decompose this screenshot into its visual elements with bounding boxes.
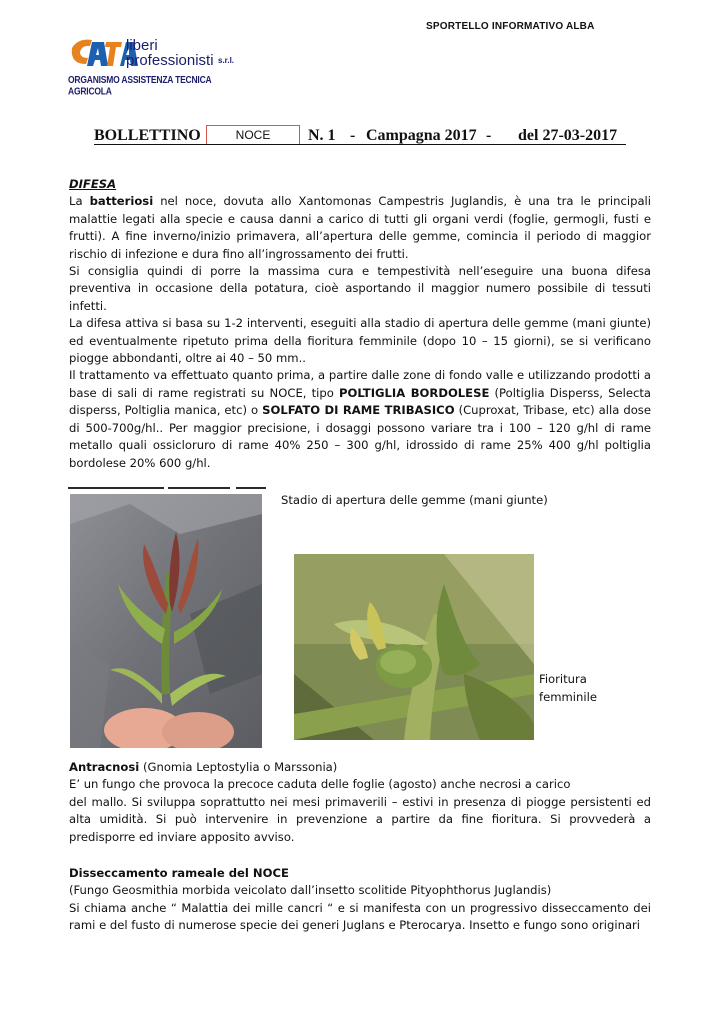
disseccamento-section [69, 865, 651, 935]
text-run: nel noce, dovuta allo Xantomonas Campestris Juglandis, è una tra le principali malattie legati alla specie e causa danni a carico di tutti gli organi verdi (foglie, germogli, fusti e frutti). A fine inverno/inizio primavera, all’apertura delle gemme, comincia il periodo di maggior rischio di infezione e dura fino all’ingrossamento dei frutti. [69, 194, 651, 261]
separator-line [168, 487, 230, 489]
company-logo [68, 36, 238, 97]
antracnosi-section [69, 759, 651, 846]
difesa-section [69, 176, 651, 472]
logo-suffix: s.r.l. [218, 56, 235, 65]
title-underline [94, 144, 626, 145]
bulletin-number: N. 1 [308, 127, 336, 144]
logo-line2: professionisti [126, 52, 214, 69]
batteriosi-term: batteriosi [89, 194, 154, 209]
difesa-heading: DIFESA [69, 177, 117, 191]
antracnosi-line-1: E’ un fungo che provoca la precoce caduta delle foglie (agosto) anche necrosi a carico [69, 777, 571, 792]
bulletin-date: del 27-03-2017 [518, 127, 618, 144]
text-run: (Cuproxat, Tribase, etc) alla dose di 500-700g/hl.. Per maggior precisione, i dosaggi possono variare tra i 100 – 120 g/hl di rame metallo quali ossicloruro di rame 40% 250 – 300 g/hl, idrossido di rame 25% 400 g/hl poltiglia bordolese 20% 600 g/hl. [69, 403, 651, 470]
difesa-paragraph-3: La difesa attiva si basa su 1-2 interventi, eseguiti alla stadio di apertura delle gemme (mani giunte) ed eventualmente ripetuto prima della fioritura femminile (dopo 10 – 15 giorni), se si verificano piogge abbondanti, oltre ai 40 – 50 mm.. [69, 316, 651, 366]
title-prefix: BOLLETTINO [94, 127, 201, 144]
text-run: Il trattamento va effettuato quanto prima, a partire dalle zone di fondo valle e utilizzando prodotti a base di sali di rame registrati su NOCE, tipo [69, 368, 651, 400]
difesa-paragraph-4 [69, 367, 651, 471]
disseccamento-subtitle: (Fungo Geosmithia morbida veicolato dall’insetto scolitide Pityophthorus Juglandis) [69, 883, 552, 898]
poltiglia-term: POLTIGLIA BORDOLESE [338, 385, 490, 400]
difesa-paragraph-2: Si consiglia quindi di porre la massima cura e tempestività nell’eseguire una buona difesa preventiva in occasione della potatura, cioè asportando il maggior numero possibile di tessuti infetti. [69, 264, 651, 313]
female-flowering-photo [294, 554, 534, 740]
separator-line [68, 487, 164, 489]
text-run: (Poltiglia Disperss, Selecta disperss, Poltiglia manica, etc) o [69, 385, 652, 418]
logo-line1: liberi [126, 37, 158, 54]
solfato-term: SOLFATO DI RAME TRIBASICO [262, 403, 455, 418]
flowering-caption-2: femminile [539, 690, 597, 704]
crop-field: NOCE [206, 125, 300, 145]
antracnosi-title: Antracnosi [69, 760, 140, 774]
flowering-caption-1: Fioritura [539, 672, 587, 686]
campaign-year: Campagna 2017 [366, 127, 477, 144]
difesa-paragraph-1 [69, 193, 651, 263]
separator-line [236, 487, 266, 489]
antracnosi-body: del mallo. Si sviluppa soprattutto nei mesi primaverili – estivi in presenza di piogge persistenti ed alta umidità. Si può intervenire in prevenzione a partire da fine fioritura. Si provvederà a predisporre ed inviare apposito avviso. [69, 794, 651, 844]
disseccamento-body: Si chiama anche “ Malattia dei mille cancri “ e si manifesta con un progressivo disseccamento dei rami e del fusto di numerose specie dei generi Juglans e Pterocarya. Insetto e fungo sono originari [69, 900, 651, 933]
bud-opening-photo [70, 494, 262, 748]
disseccamento-title: Disseccamento rameale del NOCE [69, 866, 289, 880]
bud-stage-caption: Stadio di apertura delle gemme (mani giunte) [281, 493, 548, 507]
antracnosi-pathogen: (Gnomia Leptostylia o Marssonia) [139, 760, 338, 774]
logo-subtitle: ORGANISMO ASSISTENZA TECNICA AGRICOLA [68, 74, 212, 97]
title-dash-1: - [350, 127, 356, 144]
title-dash-2: - [486, 127, 492, 144]
text-run: La [69, 194, 90, 209]
office-header: SPORTELLO INFORMATIVO ALBA [426, 21, 595, 32]
